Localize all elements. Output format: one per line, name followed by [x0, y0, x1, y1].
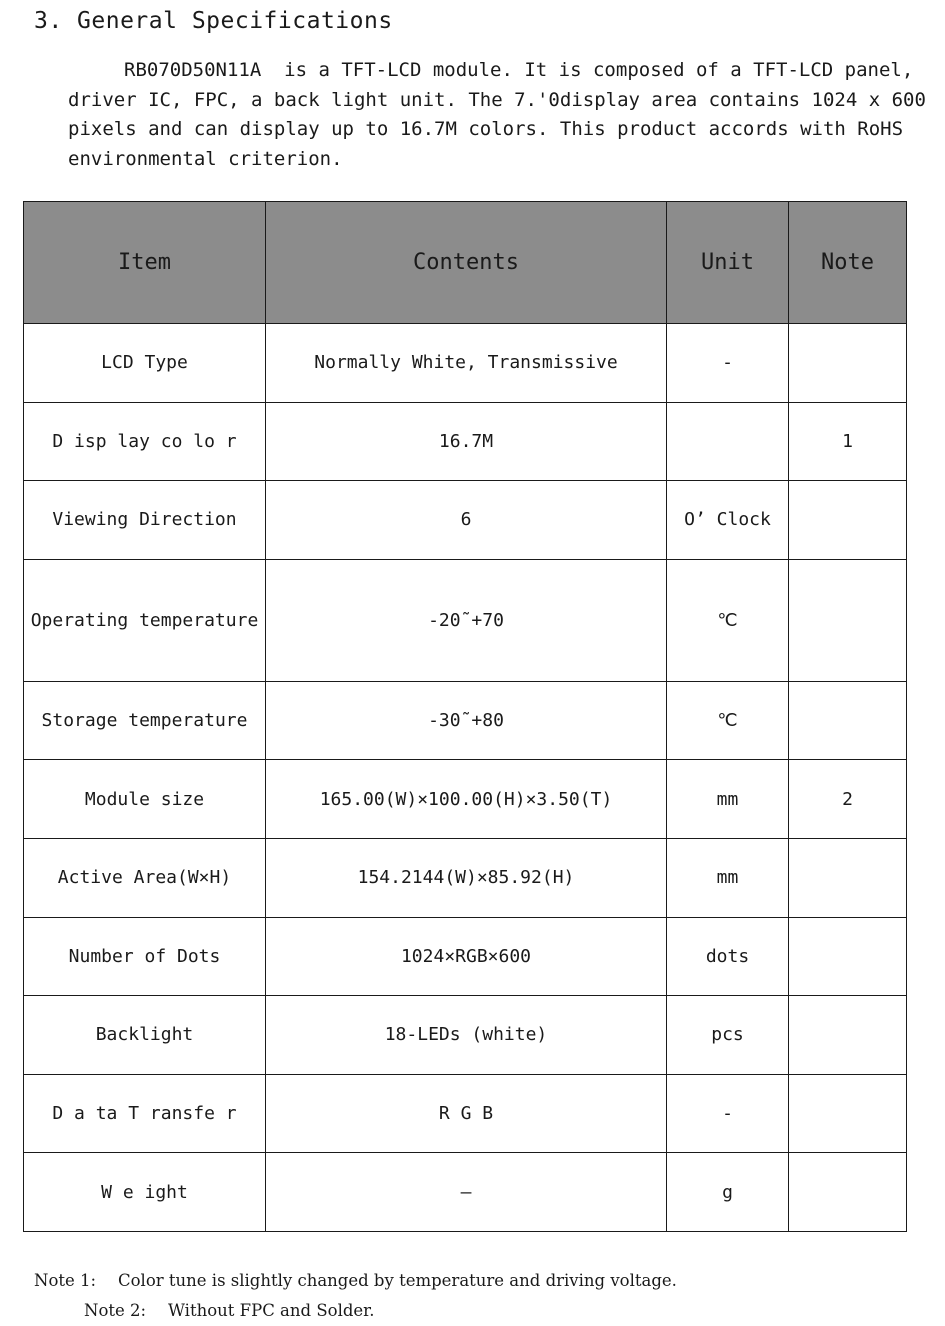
intro-paragraph — [68, 56, 928, 174]
table-row — [24, 1074, 907, 1153]
table-row — [24, 1153, 907, 1232]
footnote-label: Note 1: — [34, 1271, 97, 1290]
cell-unit: ℃ — [667, 681, 789, 760]
cell-note — [789, 559, 907, 681]
table-row — [24, 917, 907, 996]
table-row — [24, 996, 907, 1075]
intro-line: pixels and can display up to 16.7M colors. This product accords with RoHS — [68, 118, 904, 140]
cell-item: Operating temperature — [24, 559, 266, 681]
cell-contents: R G B — [266, 1074, 667, 1153]
cell-unit: g — [667, 1153, 789, 1232]
cell-contents: Normally White, Transmissive — [266, 324, 667, 403]
footnote-2 — [34, 1296, 677, 1326]
cell-contents: 16.7M — [266, 402, 667, 481]
section-title: 3. General Specifications — [34, 8, 393, 34]
cell-unit: pcs — [667, 996, 789, 1075]
cell-note — [789, 481, 907, 560]
cell-note: 2 — [789, 760, 907, 839]
cell-item: Viewing Direction — [24, 481, 266, 560]
cell-item: Backlight — [24, 996, 266, 1075]
cell-note — [789, 324, 907, 403]
cell-note: 1 — [789, 402, 907, 481]
cell-note — [789, 1074, 907, 1153]
cell-note — [789, 681, 907, 760]
cell-note — [789, 917, 907, 996]
table-row — [24, 681, 907, 760]
cell-contents: -30˜+80 — [266, 681, 667, 760]
cell-contents: -20˜+70 — [266, 559, 667, 681]
cell-unit: mm — [667, 838, 789, 917]
table-row — [24, 481, 907, 560]
cell-note — [789, 838, 907, 917]
cell-unit — [667, 402, 789, 481]
header-unit: Unit — [667, 202, 789, 324]
footnote-label: Note 2: — [84, 1301, 147, 1320]
cell-unit: O’ Clock — [667, 481, 789, 560]
cell-item: D isp lay co lo r — [24, 402, 266, 481]
header-item: Item — [24, 202, 266, 324]
table-header-row — [24, 202, 907, 324]
cell-item: Storage temperature — [24, 681, 266, 760]
cell-contents: 18-LEDs (white) — [266, 996, 667, 1075]
intro-line: RB070D50N11A is a TFT-LCD module. It is composed of a TFT-LCD panel, — [124, 59, 914, 81]
cell-item: Number of Dots — [24, 917, 266, 996]
cell-contents: 1024×RGB×600 — [266, 917, 667, 996]
table-row — [24, 559, 907, 681]
table-row — [24, 838, 907, 917]
header-note: Note — [789, 202, 907, 324]
footnote-text: Without FPC and Solder. — [168, 1301, 375, 1320]
footnote-1 — [34, 1266, 677, 1296]
footnote-text: Color tune is slightly changed by temperature and driving voltage. — [118, 1271, 677, 1290]
table-row — [24, 402, 907, 481]
cell-unit: - — [667, 1074, 789, 1153]
cell-item: LCD Type — [24, 324, 266, 403]
cell-contents: — — [266, 1153, 667, 1232]
cell-item: W e ight — [24, 1153, 266, 1232]
cell-unit: dots — [667, 917, 789, 996]
cell-note — [789, 996, 907, 1075]
cell-item: D a ta T ransfe r — [24, 1074, 266, 1153]
cell-contents: 154.2144(W)×85.92(H) — [266, 838, 667, 917]
cell-unit: - — [667, 324, 789, 403]
cell-item: Active Area(W×H) — [24, 838, 266, 917]
intro-line: driver IC, FPC, a back light unit. The 7.'0display area contains 1024 x 600 — [68, 88, 926, 111]
cell-note — [789, 1153, 907, 1232]
intro-line: environmental criterion. — [68, 147, 343, 170]
cell-item: Module size — [24, 760, 266, 839]
cell-unit: ℃ — [667, 559, 789, 681]
header-contents: Contents — [266, 202, 667, 324]
spec-table — [23, 201, 907, 1232]
footnotes — [34, 1266, 677, 1326]
table-row — [24, 324, 907, 403]
cell-unit: mm — [667, 760, 789, 839]
cell-contents: 165.00(W)×100.00(H)×3.50(T) — [266, 760, 667, 839]
table-row — [24, 760, 907, 839]
cell-contents: 6 — [266, 481, 667, 560]
